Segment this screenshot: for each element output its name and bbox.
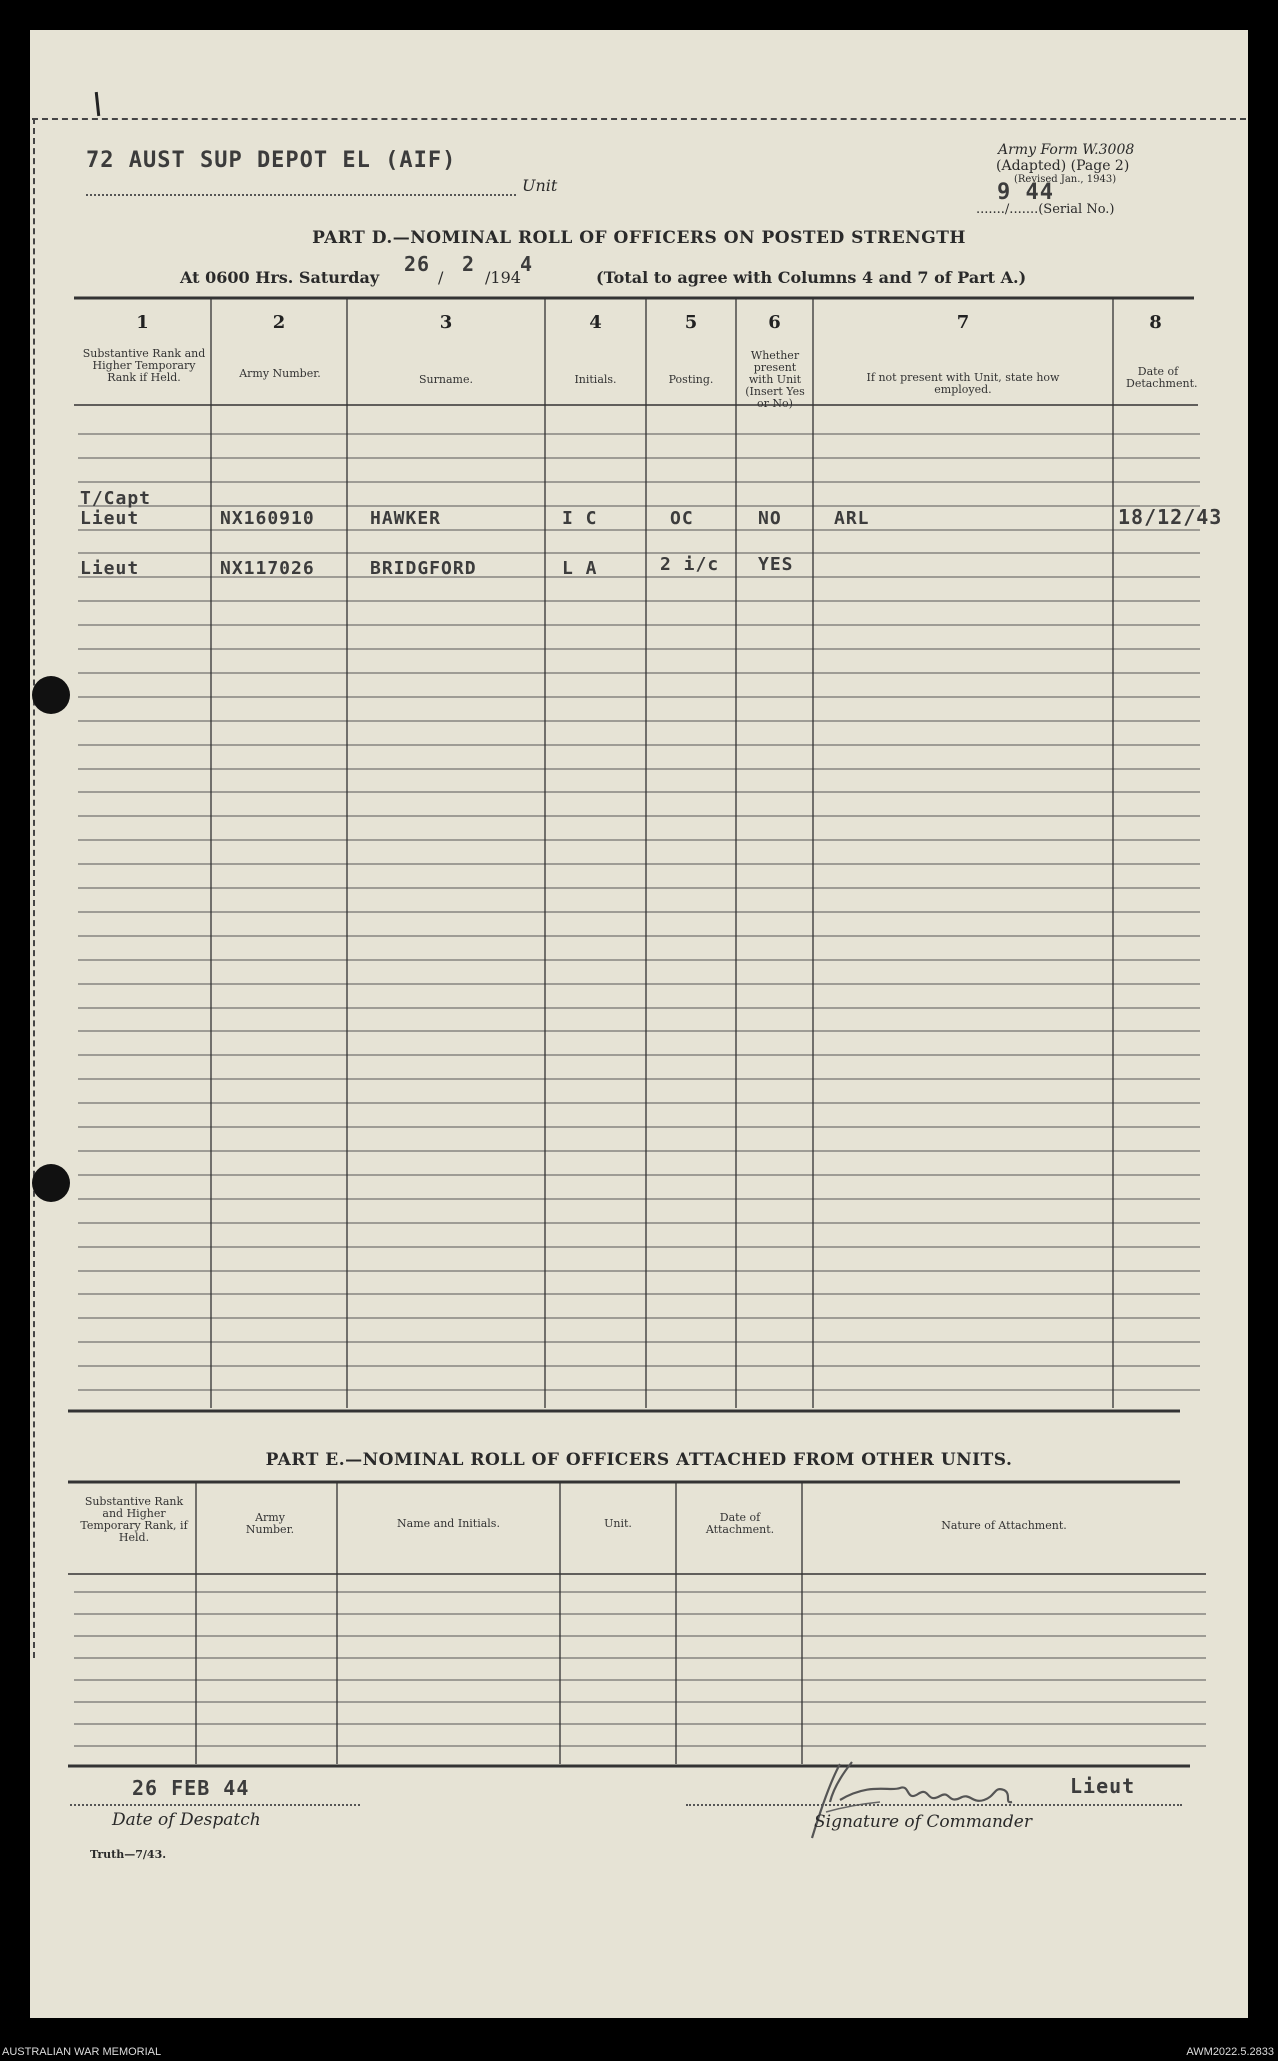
col-num-6: 6: [768, 312, 781, 333]
col-num-5: 5: [684, 312, 698, 333]
e-col-header-army-number: Army Number.: [245, 1511, 295, 1536]
row2-present: YES: [758, 554, 794, 575]
despatch-dotline: [70, 1804, 360, 1806]
date-day: 26: [404, 252, 431, 276]
col-num-7: 7: [956, 312, 970, 333]
date-month: 2: [462, 252, 476, 276]
printer-imprint: Truth—7/43.: [90, 1848, 167, 1861]
row1-army-number: NX160910: [220, 508, 315, 529]
year-prefix: /194: [485, 268, 521, 287]
form-revised: (Revised Jan., 1943): [1014, 174, 1117, 185]
row1-rank: Lieut: [80, 508, 140, 529]
col-num-8: 8: [1149, 312, 1162, 333]
col-header-army-number: Army Number.: [239, 367, 321, 380]
col-header-rank: Substantive Rank and Higher Temporary Rank if Held.: [82, 347, 206, 384]
e-col-header-nature: Nature of Attachment.: [941, 1519, 1067, 1532]
e-col-header-rank: Substantive Rank and Higher Temporary Rank, if Held.: [80, 1495, 188, 1544]
row2-initials: L A: [562, 558, 598, 579]
col-header-present: Whether present with Unit (Insert Yes or No): [745, 349, 805, 410]
part-d-title: PART D.—NOMINAL ROLL OF OFFICERS ON POSTED STRENGTH: [312, 228, 966, 248]
serial-value: 9 44: [997, 180, 1054, 205]
unit-value: 72 AUST SUP DEPOT EL (AIF): [86, 148, 457, 173]
col-num-1: 1: [136, 312, 149, 333]
row2-rank: Lieut: [80, 558, 140, 579]
col-header-employed: If not present with Unit, state how employed.: [866, 371, 1060, 396]
row1-surname: HAWKER: [370, 508, 442, 529]
col-header-surname: Surname.: [419, 373, 473, 386]
form-sheet: [30, 30, 1248, 2018]
footer-left: AUSTRALIAN WAR MEMORIAL: [2, 2046, 162, 2058]
form-title: Army Form W.3008: [998, 142, 1135, 158]
row1-posting: OC: [670, 508, 694, 529]
despatch-date: 26 FEB 44: [132, 1776, 250, 1800]
date-year: 4: [520, 252, 534, 276]
row1-initials: I C: [562, 508, 598, 529]
col-num-3: 3: [439, 312, 453, 333]
col-num-4: 4: [589, 312, 602, 333]
form-adapted: (Adapted) (Page 2): [996, 158, 1130, 174]
despatch-label: Date of Despatch: [112, 1810, 261, 1830]
row1-date-detach: 18/12/43: [1118, 505, 1223, 529]
col-header-initials: Initials.: [574, 373, 617, 386]
row1-present: NO: [758, 508, 782, 529]
col-header-posting: Posting.: [668, 373, 714, 386]
e-col-header-date-attach: Date of Attachment.: [705, 1511, 775, 1536]
e-col-header-unit: Unit.: [604, 1517, 632, 1530]
row2-surname: BRIDGFORD: [370, 558, 477, 579]
e-col-header-name: Name and Initials.: [397, 1517, 500, 1530]
footer-right: AWM2022.5.2833: [1186, 2046, 1274, 2058]
col-header-date-detach: Date of Detachment.: [1126, 365, 1198, 390]
commander-label: Signature of Commander: [814, 1812, 1032, 1832]
row1-rank-top: T/Capt: [80, 488, 152, 509]
col-num-2: 2: [272, 312, 286, 333]
commander-rank: Lieut: [1070, 1774, 1136, 1798]
row2-posting: 2 i/c: [660, 554, 720, 575]
at-line-prefix: At 0600 Hrs. Saturday: [180, 268, 380, 287]
date-sep: /: [438, 268, 444, 287]
at-line-suffix: (Total to agree with Columns 4 and 7 of Part A.): [596, 268, 1027, 287]
row1-employed: ARL: [834, 508, 870, 529]
part-e-title: PART E.—NOMINAL ROLL OF OFFICERS ATTACHED FROM OTHER UNITS.: [265, 1450, 1013, 1470]
commander-dotline: [686, 1804, 1182, 1806]
serial-label: ......./.......(Serial No.): [976, 202, 1115, 217]
commander-signature: [800, 1742, 1080, 1852]
unit-label: Unit: [522, 176, 558, 195]
row2-army-number: NX117026: [220, 558, 315, 579]
